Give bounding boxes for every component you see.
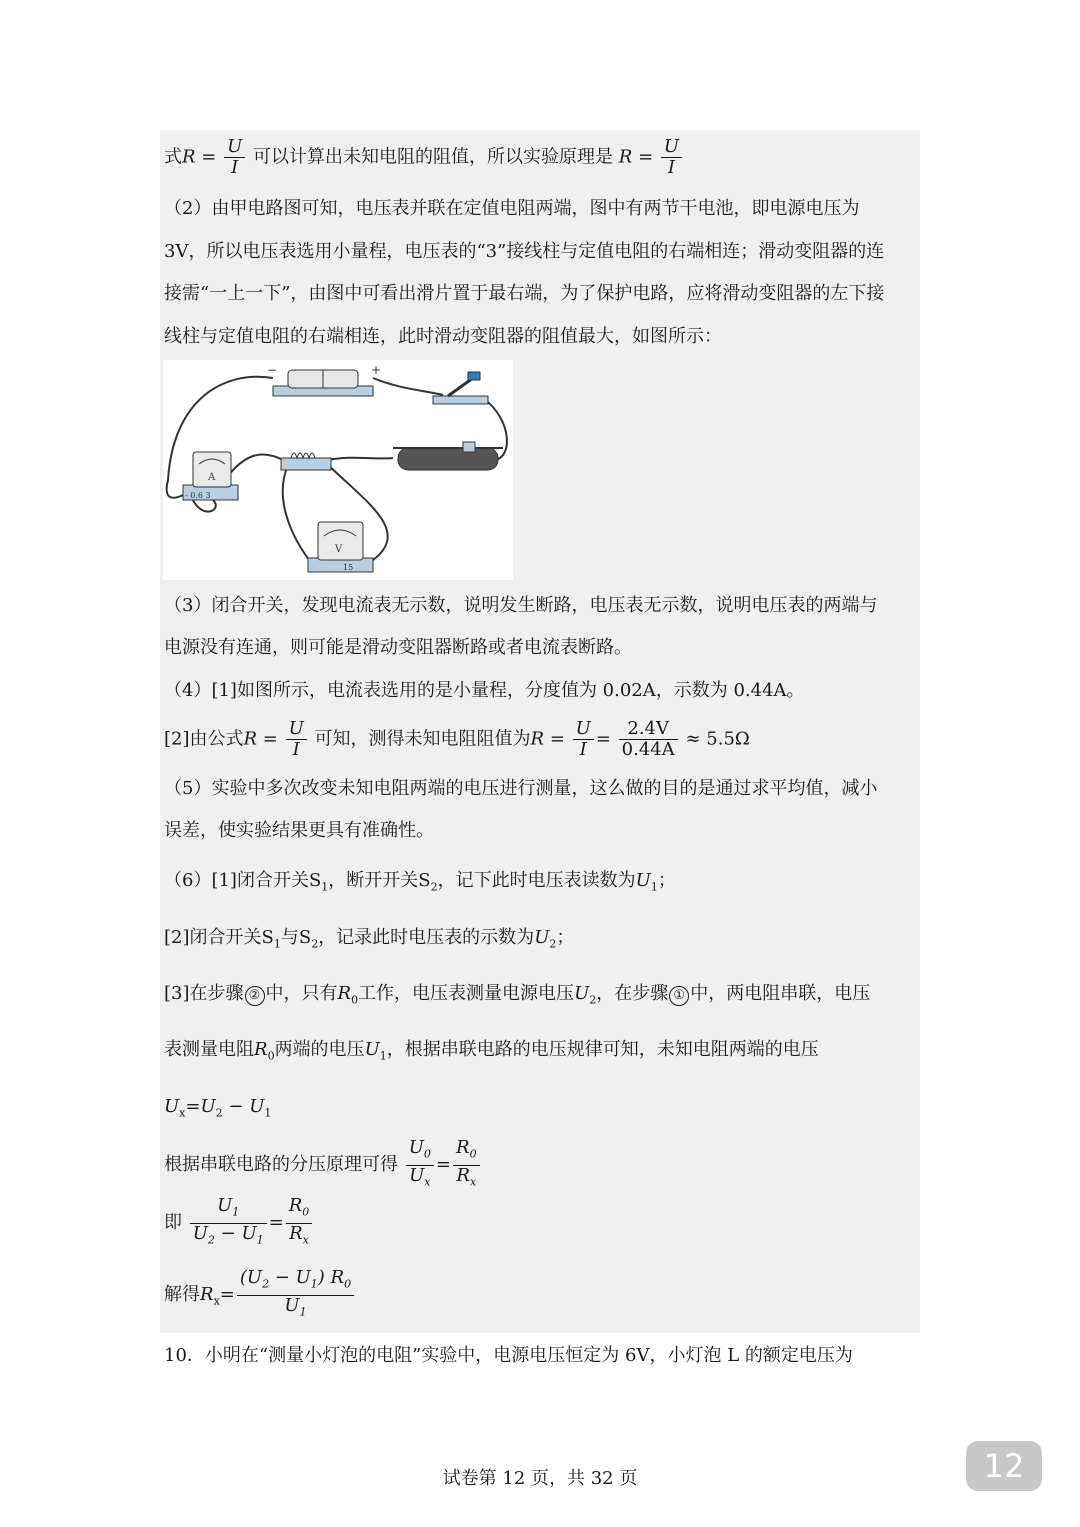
text-line: （3）闭合开关，发现电流表无示数，说明发生断路，电压表无示数，说明电压表的两端与 (164, 595, 878, 616)
text-line: （2）由甲电路图可知，电压表并联在定值电阻两端，图中有两节干电池，即电源电压为 (164, 198, 860, 219)
svg-text:A: A (208, 472, 216, 483)
text-line: [2]闭合开关$S_1$与$S_2$，记录此时电压表的示数为$U_2$； (164, 927, 575, 951)
text-line: 3V，所以电压表选用小量程，电压表的“3”接线柱与定值电阻的右端相连；滑动变阻器的连 (164, 241, 885, 262)
text-line: （4）[1]如图所示，电流表选用的是小量程，分度值为 0.02A，示数为 0.44A。 (164, 680, 805, 701)
page-number-badge: 12 (966, 1441, 1042, 1491)
svg-text:+: + (371, 363, 382, 377)
text-line: 线柱与定值电阻的右端相连，此时滑动变阻器的阻值最大，如图所示： (164, 326, 722, 347)
text-line: （6）[1]闭合开关$S_1$，断开开关$S_2$，记下此时电压表读数为$U_1$； (164, 870, 676, 894)
text-line: 式R = $\frac{U}{I}$ 可以计算出未知电阻的阻值，所以实验原理是 R = $\frac{U}{I}$ (164, 137, 684, 178)
circuit-diagram (163, 360, 513, 580)
svg-text:V: V (335, 544, 343, 555)
text-line: 误差，使实验结果更具有准确性。 (164, 820, 434, 841)
text-line: （5）实验中多次改变未知电阻两端的电压进行测量，这么做的目的是通过求平均值，减小 (164, 778, 878, 799)
text-line: 接需“一上一下”，由图中可看出滑片置于最右端，为了保护电路，应将滑动变阻器的左下接 (164, 283, 885, 304)
page-footer: 试卷第 12 页，共 32 页 (442, 1468, 638, 1489)
text-line: [2]由公式R = $\frac{U}{I}$ 可知，测得未知电阻阻值为R = $\frac{U}{I}$ = $\frac{2.4V}{0.44A}$ ≈ 5.5Ω (164, 718, 750, 760)
text-line: [3]在步骤 ② 中，只有$R_0$工作，电压表测量电源电压$U_2$，在步骤 ① 中，两电阻串联，电压 (164, 983, 871, 1007)
text-line: 表测量电阻$R_0$两端的电压$U_1$，根据串联电路的电压规律可知，未知电阻两端的电压 (164, 1039, 819, 1063)
circuit-svg (163, 360, 513, 580)
svg-text:−: − (267, 363, 278, 377)
svg-text:- 0.6 3: - 0.6 3 (185, 491, 211, 500)
formula-line: 解得$R_x=$ $\frac{(U_2 - U_1) R_0}{U_1}$ (164, 1268, 356, 1322)
svg-text:15: 15 (343, 563, 354, 572)
question-10-text: 10．小明在“测量小灯泡的电阻”实验中，电源电压恒定为 6V，小灯泡 L 的额定电压为 (164, 1345, 853, 1366)
formula-line: $U_x=U_2 - U_1$ (164, 1096, 272, 1120)
text-line: 电源没有连通，则可能是滑动变阻器断路或者电流表断路。 (164, 637, 632, 658)
formula-line: 根据串联电路的分压原理可得 $\frac{U_0}{U_x}$ = $\frac{R_0}{R_x}$ (164, 1138, 482, 1192)
formula-line: 即 $\frac{U_1}{U_2 - U_1}$ = $\frac{R_0}{R_x}$ (164, 1196, 314, 1250)
